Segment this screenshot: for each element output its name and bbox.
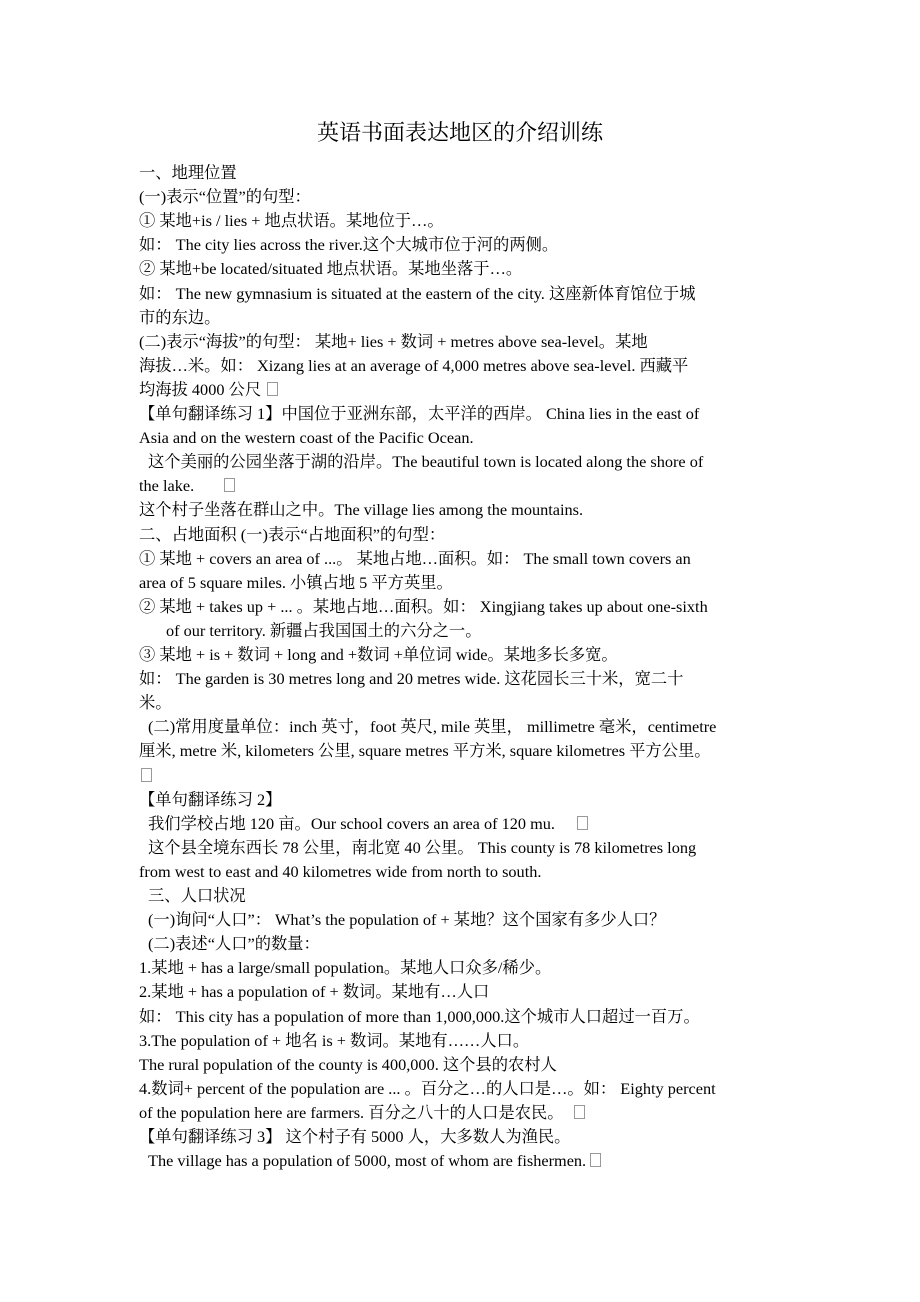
example-line: 海拔…米。如： Xizang lies at an average of 4,000 metres above sea-level. 西藏平 bbox=[139, 356, 689, 375]
exercise-line bbox=[148, 1149, 802, 1173]
pattern-line: ① 某地+is / lies + 地点状语。某地位于…。 bbox=[139, 211, 444, 230]
placeholder-box-icon bbox=[574, 1105, 585, 1119]
section-heading: 二、占地面积 (一)表示“占地面积”的句型： bbox=[139, 525, 446, 544]
line-text: The village has a population of 5000, most of whom are fishermen. bbox=[148, 1151, 587, 1170]
pattern-line: area of 5 square miles. 小镇占地 5 平方英里。 bbox=[139, 573, 453, 592]
exercise-line: 【单句翻译练习 3】 这个村子有 5000 人，大多数人为渔民。 bbox=[139, 1127, 571, 1146]
placeholder-box-icon bbox=[141, 768, 152, 782]
example-line: 如： This city has a population of more than 1,000,000.这个城市人口超过一百万。 bbox=[139, 1007, 700, 1026]
document-title: 英语书面表达地区的介绍训练 bbox=[316, 120, 603, 145]
units-line: 厘米, metre 米, kilometers 公里, square metres 平方米, square kilometres 平方公里。 bbox=[139, 741, 711, 760]
example-line: 如： The garden is 30 metres long and 20 metres wide. 这花园长三十米，宽二十 bbox=[139, 669, 684, 688]
exercise-line: 【单句翻译练习 1】中国位于亚洲东部，太平洋的西岸。 China lies in the east of bbox=[139, 404, 700, 423]
exercise-line bbox=[139, 474, 802, 498]
example-line: The rural population of the county is 400,000. 这个县的农村人 bbox=[139, 1055, 557, 1074]
subsection-heading: (一)询问“人口”： What’s the population of + 某地？这个国家有多少人口？ bbox=[148, 910, 666, 929]
pattern-line: 2.某地 + has a population of + 数词。某地有…人口 bbox=[139, 982, 490, 1001]
subsection-heading: (二)表述“人口”的数量： bbox=[148, 934, 320, 953]
pattern-line: 1.某地 + has a large/small population。某地人口众多/稀少。 bbox=[139, 958, 552, 977]
placeholder-box-icon bbox=[224, 478, 235, 492]
line-text: of the population here are farmers. 百分之八十的人口是农民。 bbox=[139, 1103, 564, 1122]
pattern-line: of our territory. 新疆占我国国土的六分之一。 bbox=[166, 621, 482, 640]
placeholder-box-icon bbox=[577, 816, 588, 830]
example-line: 市的东边。 bbox=[139, 308, 221, 327]
line-text: 我们学校占地 120 亩。Our school covers an area of 120 mu. bbox=[148, 814, 555, 833]
pattern-line: ② 某地 + takes up + ... 。某地占地…面积。如： Xingjiang takes up about one-sixth bbox=[139, 597, 708, 616]
exercise-line: 这个美丽的公园坐落于湖的沿岸。The beautiful town is located along the shore of bbox=[148, 452, 704, 471]
example-line bbox=[139, 1101, 802, 1125]
units-line: (二)常用度量单位：inch 英寸，foot 英尺, mile 英里， millimetre 毫米，centimetre bbox=[148, 717, 717, 736]
section-heading: 一、地理位置 bbox=[139, 163, 237, 182]
exercise-heading: 【单句翻译练习 2】 bbox=[139, 790, 282, 809]
placeholder-box-icon bbox=[590, 1153, 601, 1167]
example-line bbox=[139, 378, 802, 402]
line-text: 均海拔 4000 公尺 bbox=[139, 380, 262, 399]
pattern-line: ① 某地 + covers an area of ...。 某地占地…面积。如： The small town covers an bbox=[139, 549, 691, 568]
exercise-line: Asia and on the western coast of the Pacific Ocean. bbox=[139, 428, 474, 447]
exercise-line: from west to east and 40 kilometres wide from north to south. bbox=[139, 862, 542, 881]
example-line: 米。 bbox=[139, 693, 172, 712]
subsection-heading: (二)表示“海拔”的句型： 某地+ lies + 数词 + metres above sea-level。某地 bbox=[139, 332, 648, 351]
section-heading: 三、人口状况 bbox=[148, 886, 246, 905]
pattern-line: ③ 某地 + is + 数词 + long and +数词 +单位词 wide。某地多长多宽。 bbox=[139, 645, 618, 664]
pattern-line: 4.数词+ percent of the population are ... 。百分之…的人口是…。如： Eighty percent bbox=[139, 1079, 716, 1098]
units-line bbox=[139, 764, 802, 788]
line-text: the lake. bbox=[139, 476, 195, 495]
exercise-line: 这个县全境东西长 78 公里，南北宽 40 公里。 This county is 78 kilometres long bbox=[148, 838, 697, 857]
pattern-line: ② 某地+be located/situated 地点状语。某地坐落于…。 bbox=[139, 259, 523, 278]
placeholder-box-icon bbox=[267, 382, 278, 396]
subsection-heading: (一)表示“位置”的句型： bbox=[139, 187, 311, 206]
pattern-line: 3.The population of + 地名 is + 数词。某地有……人口。 bbox=[139, 1031, 530, 1050]
example-line: 如： The new gymnasium is situated at the eastern of the city. 这座新体育馆位于城 bbox=[139, 284, 696, 303]
example-line: 如： The city lies across the river.这个大城市位于河的两侧。 bbox=[139, 235, 559, 254]
exercise-line bbox=[148, 812, 802, 836]
exercise-line: 这个村子坐落在群山之中。The village lies among the mountains. bbox=[139, 500, 584, 519]
